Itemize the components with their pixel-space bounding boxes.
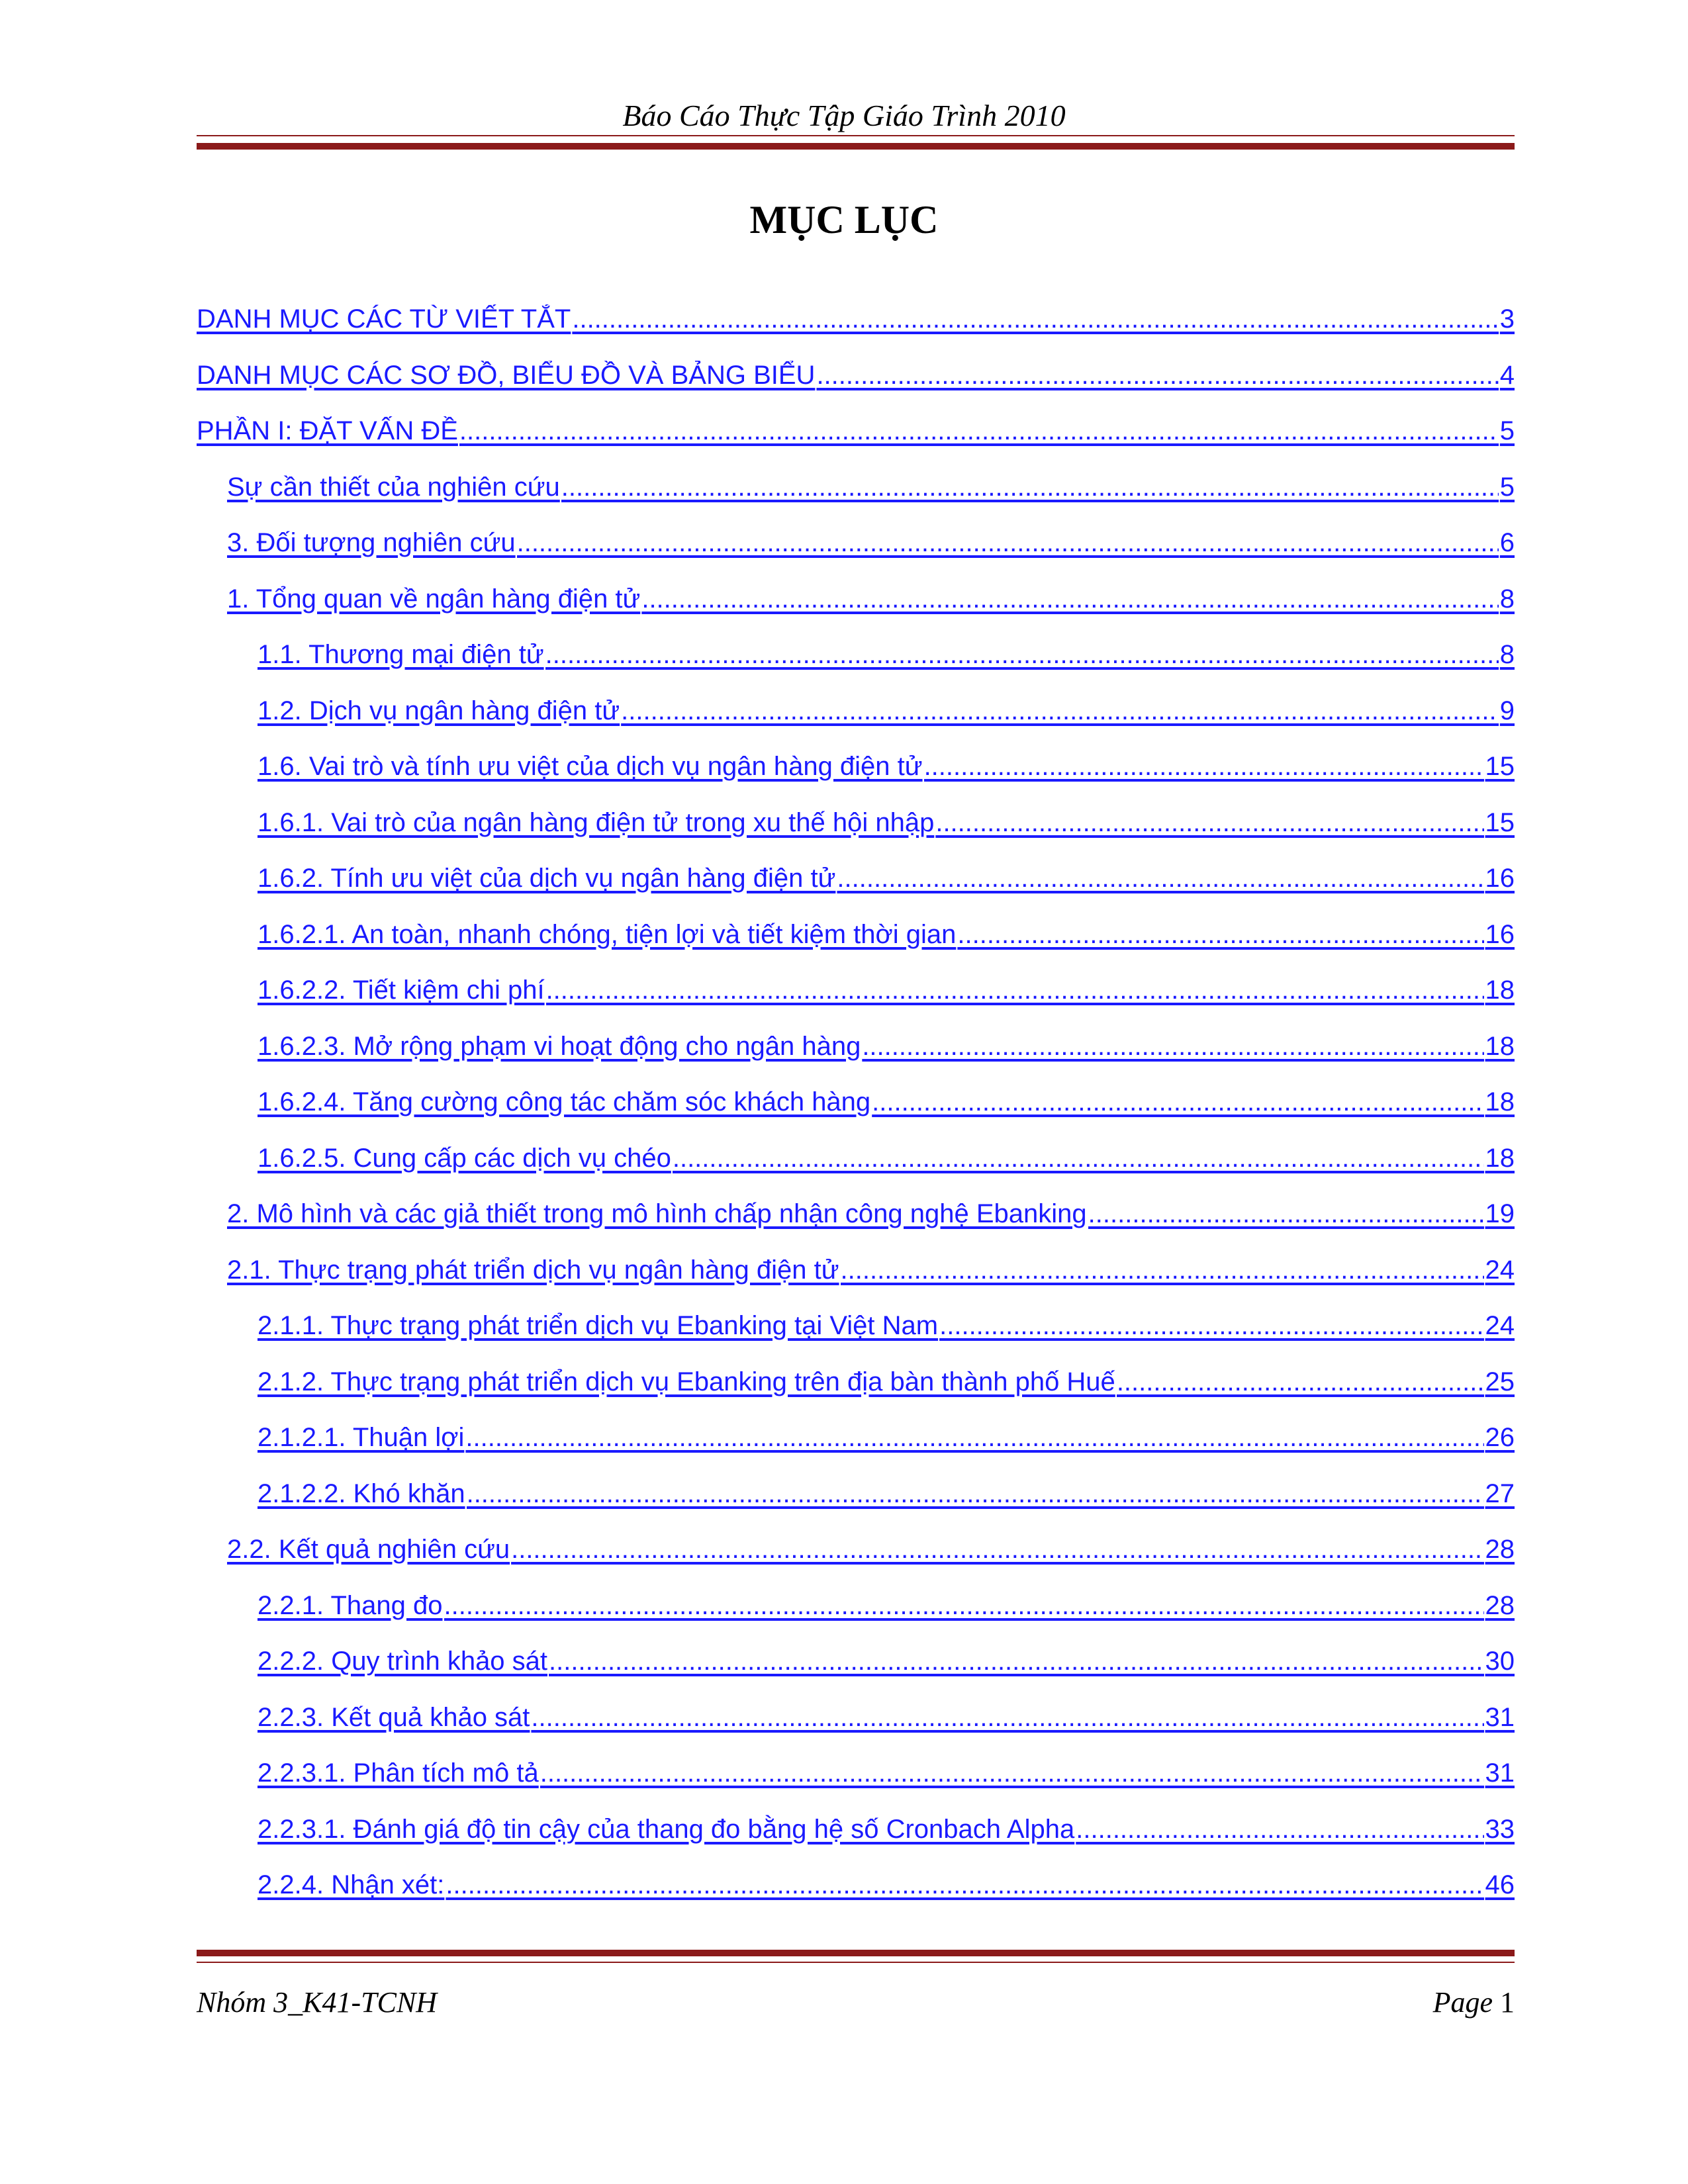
toc-entry[interactable] [197,976,1515,1032]
toc-dot-leader [872,1087,1483,1117]
toc-entry-page: 8 [1499,640,1515,669]
table-of-contents [197,304,1515,1927]
toc-entry-title: 1.6.2.1. An toàn, nhanh chóng, tiện lợi và tiết kiệm thời gian [258,919,957,949]
toc-dot-leader [511,1535,1483,1565]
toc-entry-title: 2.2.4. Nhận xét: [258,1870,445,1899]
toc-dot-leader [467,1479,1484,1509]
toc-entry[interactable] [197,1255,1515,1312]
toc-entry-page: 5 [1499,416,1515,445]
toc-entry-title: 1. Tổng quan về ngân hàng điện tử [227,584,641,614]
toc-entry[interactable] [197,1815,1515,1871]
toc-entry-page: 18 [1485,1143,1515,1173]
toc-dot-leader [862,1032,1483,1062]
toc-entry-page: 31 [1485,1758,1515,1788]
toc-entry-title: 2.1.2.2. Khó khăn [258,1479,465,1508]
toc-entry[interactable] [197,1311,1515,1367]
toc-entry[interactable] [197,473,1515,529]
toc-entry-page: 5 [1499,472,1515,502]
toc-entry[interactable] [197,1758,1515,1815]
toc-entry-title: 2.1. Thực trạng phát triển dịch vụ ngân hàng điện tử [227,1255,839,1285]
toc-entry-title: DANH MỤC CÁC TỪ VIẾT TẮT [197,304,571,334]
toc-entry-title: 1.6.1. Vai trò của ngân hàng điện tử trong xu thế hội nhập [258,807,935,837]
toc-entry-title: 1.1. Thương mại điện tử [258,640,544,669]
toc-dot-leader [444,1591,1484,1621]
toc-entry[interactable] [197,1647,1515,1703]
toc-entry[interactable] [197,528,1515,584]
toc-dot-leader [517,528,1499,558]
toc-entry-title: 2.2.3. Kết quả khảo sát [258,1702,530,1732]
toc-entry-title: Sự cần thiết của nghiên cứu [227,472,560,502]
toc-entry[interactable] [197,1032,1515,1088]
toc-entry-page: 30 [1485,1647,1515,1676]
toc-entry-title: PHẦN I: ĐẶT VẤN ĐỀ [197,416,458,445]
toc-entry-title: 1.6.2.2. Tiết kiệm chi phí [258,976,545,1005]
toc-entry-page: 28 [1485,1590,1515,1620]
toc-entry-page: 3 [1499,304,1515,334]
toc-entry-page: 33 [1485,1814,1515,1844]
footer-page-number [1433,1985,1515,2019]
toc-dot-leader [641,584,1498,614]
toc-entry-title: 1.6.2.4. Tăng cường công tác chăm sóc khách hàng [258,1087,871,1116]
toc-entry[interactable] [197,1423,1515,1479]
header-rule-thin [197,135,1515,136]
toc-entry-page: 18 [1485,976,1515,1005]
toc-entry[interactable] [197,584,1515,641]
toc-entry[interactable] [197,808,1515,864]
toc-dot-leader [935,808,1483,838]
toc-entry-page: 19 [1485,1199,1515,1228]
toc-entry-page: 16 [1485,864,1515,893]
toc-dot-leader [621,696,1499,726]
toc-entry-title: 2.1.2. Thực trạng phát triển dịch vụ Ebanking trên địa bàn thành phố Huế [258,1367,1115,1396]
toc-dot-leader [837,864,1483,893]
toc-dot-leader [445,1870,1483,1900]
toc-dot-leader [561,473,1499,502]
toc-entry[interactable] [197,1367,1515,1424]
toc-entry[interactable] [197,1479,1515,1535]
toc-entry-title: 1.6.2.3. Mở rộng phạm vi hoạt động cho ngân hàng [258,1031,861,1061]
toc-dot-leader [673,1144,1484,1173]
toc-entry-title: 1.6. Vai trò và tính ưu việt của dịch vụ ngân hàng điện tử [258,752,923,781]
toc-entry-title: 2.1.1. Thực trạng phát triển dịch vụ Ebanking tại Việt Nam [258,1311,939,1340]
toc-entry-page: 24 [1485,1311,1515,1340]
toc-dot-leader [816,361,1498,390]
toc-entry[interactable] [197,416,1515,473]
toc-entry-page: 15 [1485,752,1515,781]
toc-dot-leader [545,640,1499,670]
toc-entry-title: 2.1.2.1. Thuận lợi [258,1423,465,1452]
toc-entry[interactable] [197,1703,1515,1759]
toc-dot-leader [1117,1367,1484,1397]
toc-entry-title: 3. Đối tượng nghiên cứu [227,528,516,557]
footer-group-label: Nhóm 3_K41-TCNH [197,1986,438,2019]
toc-entry-page: 27 [1485,1479,1515,1508]
toc-entry[interactable] [197,864,1515,920]
toc-entry-page: 9 [1499,696,1515,725]
footer-rule-thin [197,1962,1515,1963]
toc-entry-page: 18 [1485,1031,1515,1061]
footer-page-label: Page [1432,1986,1493,2019]
toc-dot-leader [549,1647,1483,1676]
toc-dot-leader [546,976,1484,1005]
toc-entry-page: 24 [1485,1255,1515,1285]
toc-entry-page: 25 [1485,1367,1515,1396]
toc-entry-title: 2.2.2. Quy trình khảo sát [258,1647,548,1676]
footer-rule-thick [197,1950,1515,1956]
toc-entry-title: 1.6.2.5. Cung cấp các dịch vụ chéo [258,1143,671,1173]
toc-dot-leader [924,752,1484,782]
toc-entry-page: 4 [1499,360,1515,390]
toc-entry-title: 1.2. Dịch vụ ngân hàng điện tử [258,696,620,725]
toc-entry-page: 26 [1485,1423,1515,1452]
toc-dot-leader [1076,1815,1483,1844]
toc-entry[interactable] [197,696,1515,752]
toc-entry-title: 2.2. Kết quả nghiên cứu [227,1535,510,1564]
header-rule-thick [197,143,1515,150]
toc-entry-page: 28 [1485,1535,1515,1564]
toc-dot-leader [939,1311,1483,1341]
toc-entry-page: 15 [1485,807,1515,837]
toc-dot-leader [531,1703,1483,1733]
toc-dot-leader [957,920,1483,950]
toc-dot-leader [572,304,1498,334]
toc-dot-leader [841,1255,1484,1285]
toc-entry-page: 16 [1485,919,1515,949]
running-header: Báo Cáo Thực Tập Giáo Trình 2010 [622,99,1066,132]
footer-page-value: 1 [1500,1986,1515,2019]
toc-entry-page: 46 [1485,1870,1515,1899]
toc-entry-page: 18 [1485,1087,1515,1116]
toc-dot-leader [459,416,1499,446]
toc-entry[interactable] [197,361,1515,417]
toc-entry-page: 6 [1499,528,1515,557]
toc-heading: MỤC LỤC [749,198,939,242]
toc-entry-title: 1.6.2. Tính ưu việt của dịch vụ ngân hàng điện tử [258,864,836,893]
toc-entry[interactable] [197,640,1515,696]
toc-entry[interactable] [197,1870,1515,1927]
toc-entry[interactable] [197,1144,1515,1200]
toc-entry-title: DANH MỤC CÁC SƠ ĐỒ, BIỂU ĐỒ VÀ BẢNG BIỂU [197,360,816,390]
toc-dot-leader [540,1758,1484,1788]
toc-entry-title: 2.2.3.1. Phân tích mô tả [258,1758,539,1788]
toc-entry-page: 31 [1485,1702,1515,1732]
toc-entry[interactable] [197,1591,1515,1647]
toc-dot-leader [465,1423,1483,1453]
toc-entry[interactable] [197,1535,1515,1591]
toc-entry[interactable] [197,920,1515,976]
toc-entry-title: 2.2.3.1. Đánh giá độ tin cậy của thang đo bằng hệ số Cronbach Alpha [258,1814,1075,1844]
toc-entry-title: 2. Mô hình và các giả thiết trong mô hình chấp nhận công nghệ Ebanking [227,1199,1087,1228]
toc-entry[interactable] [197,752,1515,808]
toc-entry-title: 2.2.1. Thang đo [258,1590,443,1620]
toc-entry[interactable] [197,1199,1515,1255]
toc-entry[interactable] [197,1087,1515,1144]
toc-dot-leader [1088,1199,1484,1229]
toc-entry-page: 8 [1499,584,1515,614]
toc-entry[interactable] [197,304,1515,361]
